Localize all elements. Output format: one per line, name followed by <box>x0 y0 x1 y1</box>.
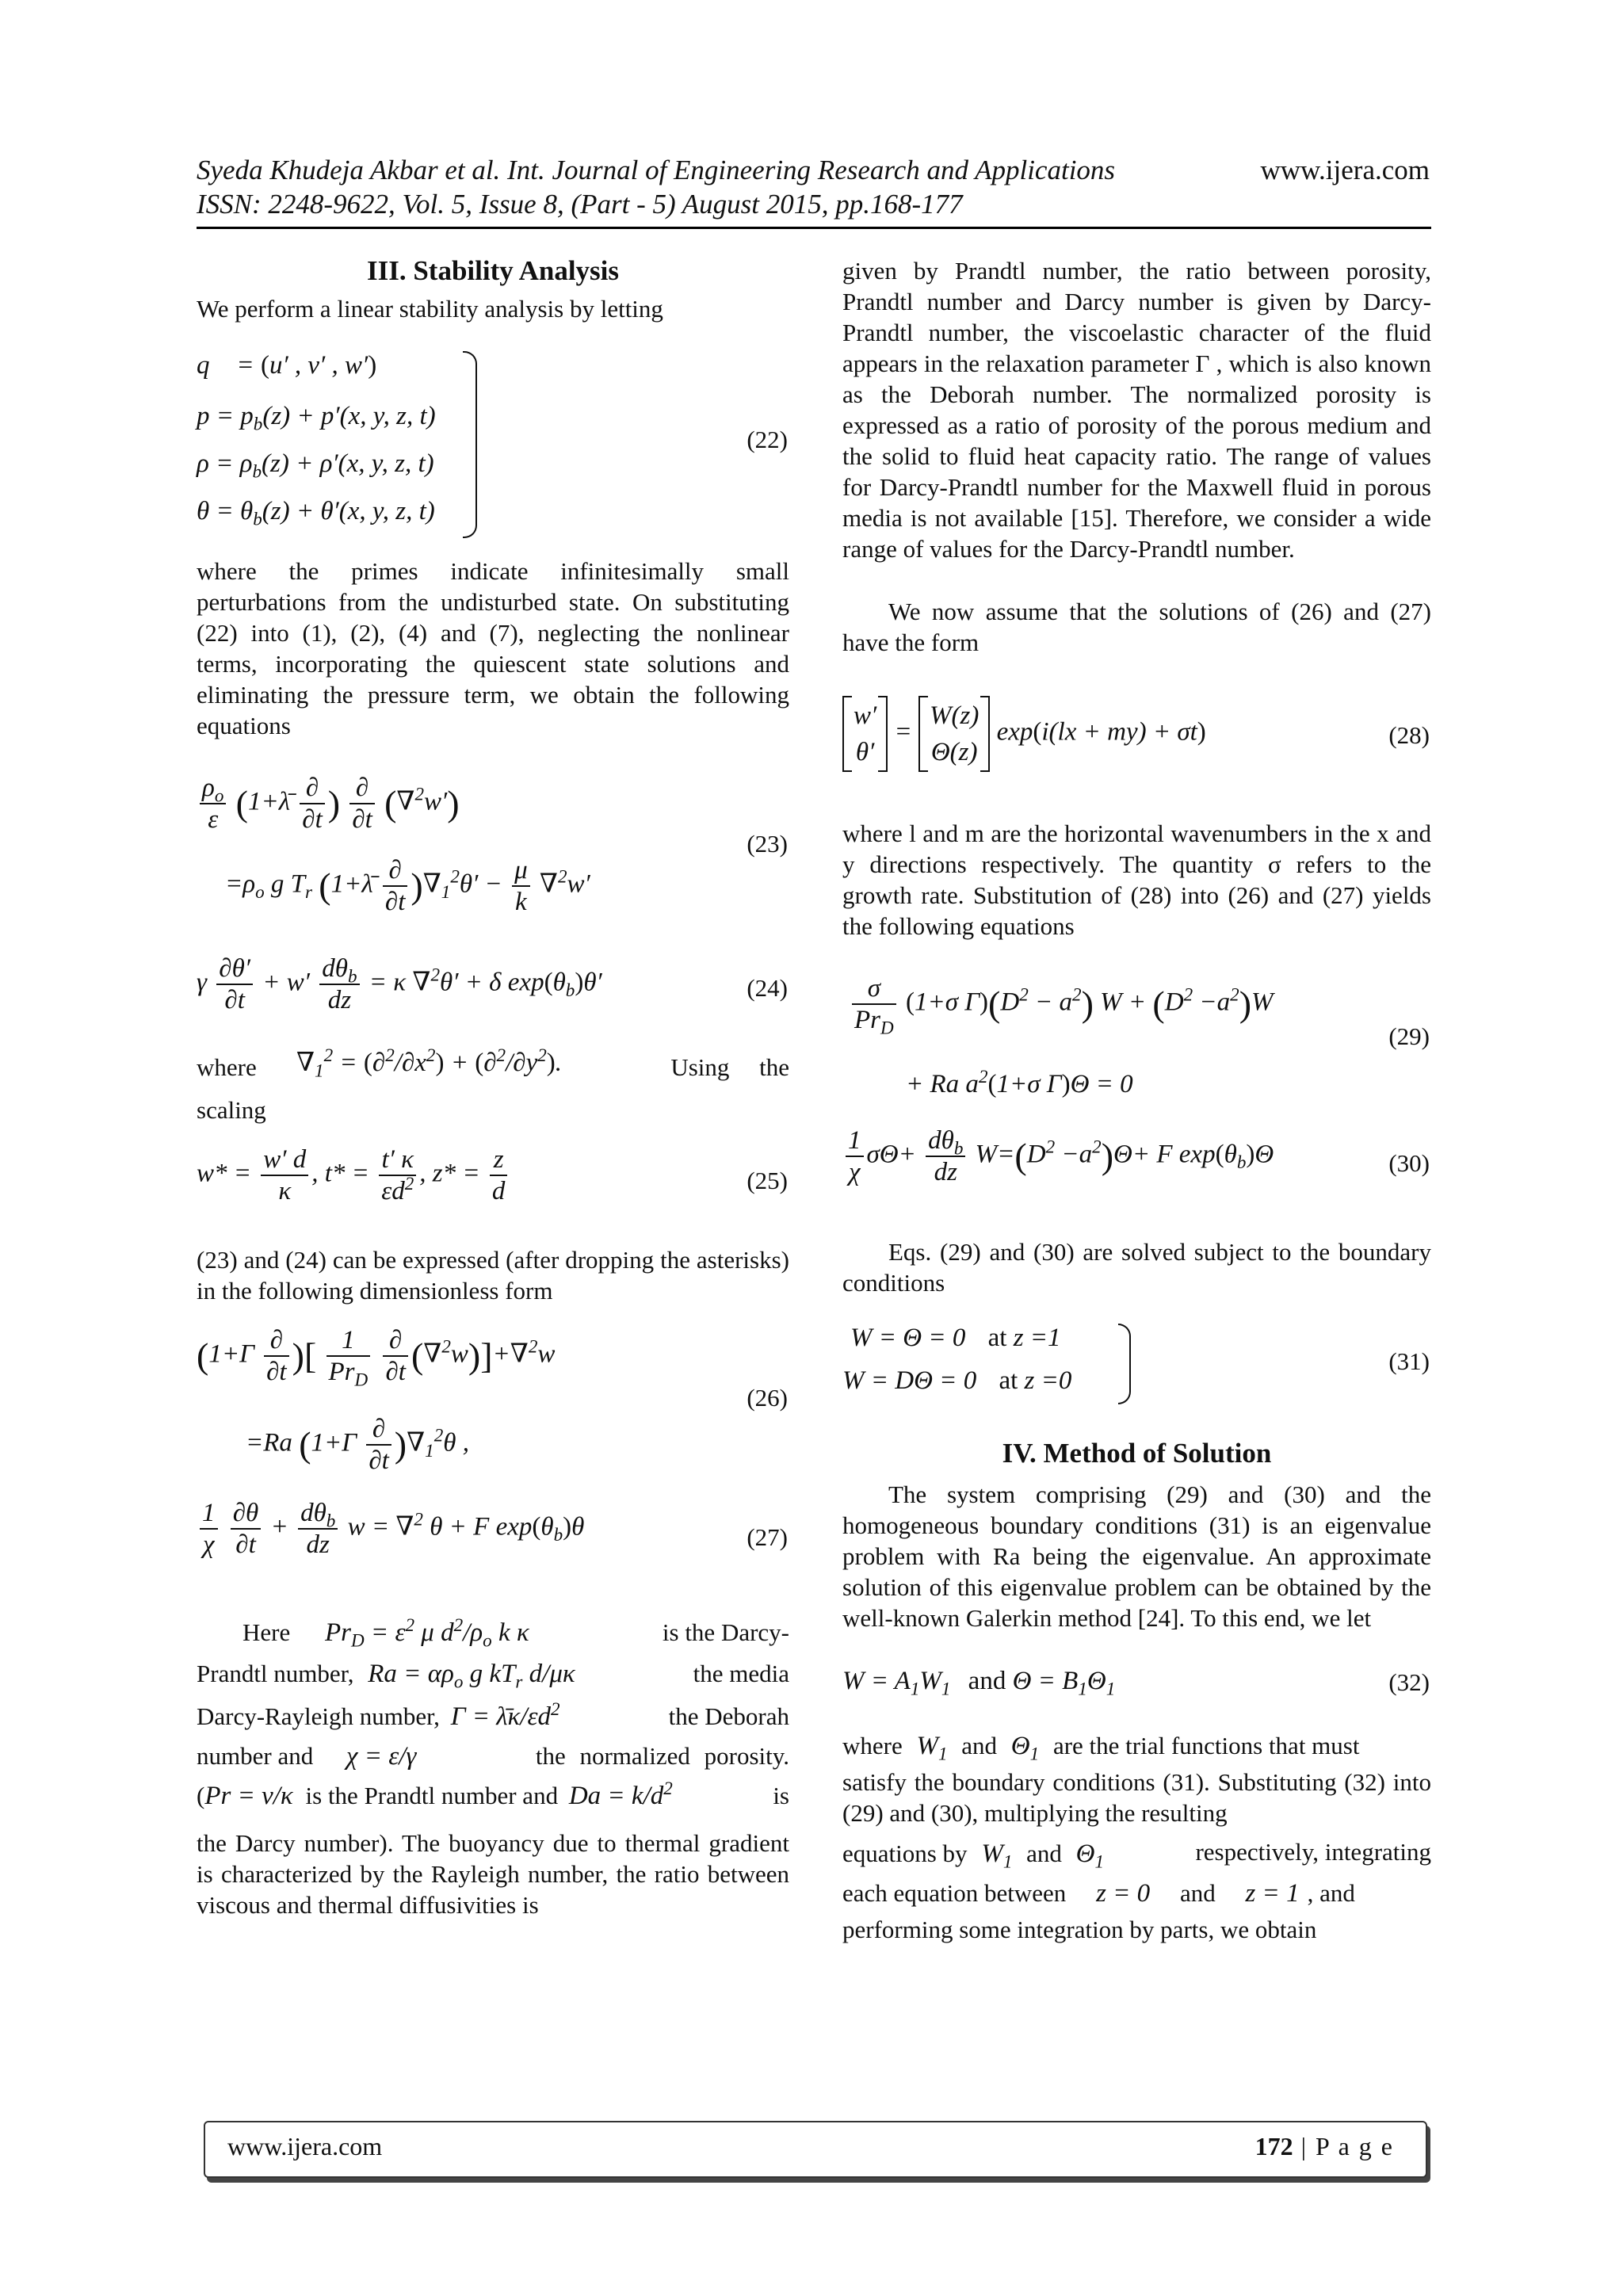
text: is the Prandtl number and <box>305 1782 559 1809</box>
text: the media <box>693 1660 789 1687</box>
equation-brace <box>463 351 477 538</box>
buoyancy-paragraph: the Darcy number). The buoyancy due to thermal gradient is characterized by the Rayleigh number, the ratio between viscous and thermal diffusivities is <box>197 1829 789 1919</box>
equation-brace <box>1118 1324 1131 1404</box>
text: where <box>842 1732 903 1759</box>
equation-number: (25) <box>747 1167 788 1194</box>
boundary-paragraph: Eqs. (29) and (30) are solved subject to the boundary conditions <box>842 1238 1431 1297</box>
definitions-paragraph: Here $Pr_D = \varepsilon^2$ μ $d^2/\rho_o$ k κ is the Darcy- Prandtl number, $Ra = \alpha\rho_o$ g $kT_r$ d/μκ the media Darcy-Rayleigh number, $\Gamma = \lambdā\kappa/\varepsilon d^2$ the Deborah number and χ = ε/γ the normalized porosity. (Pr = ν/κ is the Prandtl number and $Da = k/d^2$ is <box>197 1614 789 1810</box>
equation-number: (28) <box>1388 721 1430 749</box>
text: ( <box>197 1782 205 1809</box>
equation-29: $\frac{\sigma}{Pr_D}$ (1+σ $\Gamma)(D^2 - a^2)$ $W + (D^2 -a^2)W$ + Ra $a^2(1+\sigma$ Γ)Θ = 0 (29) <box>842 973 1431 1121</box>
trial-function-paragraph: where $W_1$ and $\Theta_1$ are the trial functions that must satisfy the boundary conditions (31). Substituting (32) into (29) and (30), multiplying the resulting equations by $W_1$ and $\Theta_1$ respectively, integrating each equation between z = 0 and z = 1 , and performing some integration by parts, we obtain <box>842 1732 1431 1943</box>
equation-number: (23) <box>747 830 788 858</box>
text: equations by <box>842 1839 968 1867</box>
equation-number: (27) <box>747 1523 788 1551</box>
page-number-value: 172 <box>1254 2132 1293 2160</box>
text: the normalized porosity. <box>535 1742 789 1770</box>
equation-number: (24) <box>747 974 788 1002</box>
equation-31: W = Θ = 0 at z =1 W = DΘ = 0 at z =0 (31) <box>842 1319 1431 1409</box>
scaling-text: scaling <box>197 1096 266 1124</box>
text: satisfy the boundary conditions (31). Substituting (32) into (29) and (30), multiplying the resulting <box>842 1768 1431 1827</box>
continuation-paragraph: given by Prandtl number, the ratio between porosity, Prandtl number and Darcy number is given by Darcy-Prandtl number, the viscoelastic character of the fluid appears in the relaxation parameter Γ , which is also known as the Deborah number. The normalized porosity is expressed as a ratio of porosity of the porous medium and the solid to fluid heat capacity ratio. The range of values for Darcy-Prandtl number for the Maxwell fluid in porous media is not available [15]. Therefore, we consider a wide range of values for the Darcy-Prandtl number. <box>842 257 1431 563</box>
equation-26: (1+Γ $\frac{\partial}{\partial t}$ )[ $\frac{1}{Pr_D}$ $\frac{\partial}{\partial t}$ (∇$^2$w)]+∇$^2$w =Ra (1+Γ $\frac{\partial}{\partial t}$ )$\nabla_1^2\theta$ , (26) <box>197 1326 788 1475</box>
assume-paragraph: We now assume that the solutions of (26) and (27) have the form <box>842 598 1431 656</box>
intro-text: We perform a linear stability analysis by letting <box>197 295 663 323</box>
header-website[interactable]: www.ijera.com <box>1260 155 1430 185</box>
text: respectively, integrating <box>1195 1838 1431 1866</box>
equation-number: (32) <box>1388 1668 1430 1696</box>
equation-22: q⃗ = (u′ , v′ , w′) $p = p_b(z) + p'(x$, y, z, t) $\rho = \rho_b(z) + \rho'(x$, y, z, t) $\theta = \theta_b(z) + \theta'(x$, y, z, t) (22) <box>197 342 789 556</box>
dimensionless-paragraph: (23) and (24) can be expressed (after dropping the asterisks) in the following dimensionless form <box>197 1246 789 1305</box>
equation-25: w* = $\frac{w' d}{\kappa}$ , t* = $\frac{t' \kappa}{\varepsilon d^2}$ , z* = $\frac{z}{d}$ (25) <box>197 1145 788 1205</box>
wavenumber-paragraph: where l and m are the horizontal wavenumbers in the x and y directions respectively. The quantity σ refers to the growth rate. Substitution of (28) into (26) and (27) yields the following equations <box>842 819 1431 940</box>
text: and <box>1026 1839 1062 1867</box>
text: and <box>1179 1879 1216 1907</box>
text: Darcy-Rayleigh number, <box>197 1702 440 1730</box>
equation-number: (29) <box>1388 1022 1430 1050</box>
footer-website-link[interactable]: www.ijera.com <box>227 2132 383 2160</box>
equation-24: γ $\frac{\partial\theta'}{\partial t}$ + w′ $\frac{d\theta_b}{dz}$ = κ ∇$^2$θ′ + δ $\exp(\theta_b)\theta'$ (24) <box>197 954 788 1014</box>
text: is <box>773 1782 789 1809</box>
equation-number: (30) <box>1388 1149 1430 1177</box>
page-label: | P a g e <box>1293 2132 1394 2160</box>
equation-number: (22) <box>747 426 788 453</box>
page-number <box>1255 2132 1394 2161</box>
header-rule <box>197 227 1431 229</box>
equation-number: (26) <box>747 1384 788 1412</box>
text: and <box>961 1732 998 1759</box>
header-citation: Syeda Khudeja Akbar et al. Int. Journal of Engineering Research and Applications <box>197 155 1116 185</box>
running-header <box>197 153 1430 188</box>
equation-32: $W = A_1W_1$ and $\Theta = B_1\Theta_1$ (32) <box>842 1667 1430 1699</box>
equation-number: (31) <box>1388 1347 1430 1375</box>
page-footer <box>204 2121 1427 2178</box>
header-issn: ISSN: 2248-9622, Vol. 5, Issue 8, (Part - 5) August 2015, pp.168-177 <box>197 189 963 220</box>
text: performing some integration by parts, we obtain <box>842 1916 1317 1943</box>
equation-27: $\frac{1}{\chi}$ $\frac{\partial\theta}{\partial t}$ + $\frac{d\theta_b}{dz}$ w = ∇$^2$ θ + F $\exp(\theta_b)\theta$ (27) <box>197 1498 789 1584</box>
using-text: Using the <box>670 1053 789 1081</box>
text: each equation between <box>842 1879 1067 1907</box>
here-text: Here <box>242 1618 291 1646</box>
left-column <box>197 252 789 1920</box>
method-paragraph: The system comprising (29) and (30) and the homogeneous boundary conditions (31) is an eigenvalue problem with Ra being the eigenvalue. An approximate solution of this eigenvalue problem can be obtained by the well-known Galerkin method [24]. To this end, we let <box>842 1480 1431 1632</box>
where-text: where <box>197 1053 257 1081</box>
text: is the Darcy- <box>662 1618 789 1646</box>
equation-30: $\frac{1}{\chi}$ σΘ+ $\frac{d\theta_b}{dz}$ $W=(D^2 -a^2)\Theta+ F$ $\exp(\theta_b)\Theta$ (30) <box>842 1125 1431 1213</box>
section-heading-method: IV. Method of Solution <box>1002 1438 1272 1469</box>
text: number and <box>197 1742 314 1770</box>
section-heading-stability: III. Stability Analysis <box>366 255 620 286</box>
text: are the trial functions that must <box>1052 1732 1360 1759</box>
text: the Deborah <box>668 1702 789 1730</box>
text: , and <box>1307 1879 1355 1907</box>
perturbation-paragraph: where the primes indicate infinitesimally small perturbations from the undisturbed state. On substituting (22) into (1), (2), (4) and (7), neglecting the nonlinear terms, incorporating the quiescent state solutions and eliminating the pressure term, we obtain the following equations <box>197 557 789 739</box>
equation-23: $\frac{\rho_o}{\varepsilon}$ (1+λ̄ $\frac{\partial}{\partial t}$ ) $\frac{\partial}{\partial t}$ (∇$^2$w′) $=\rho_o$ g $T_r$ (1+λ̄ $\frac{\partial}{\partial t}$ )$\nabla_1^2\theta'$ − $\frac{\mu}{k}$ ∇$^2$w′ (23) <box>197 773 789 928</box>
equation-28: w′ θ′ = W(z) Θ(z) exp(i(lx + my) + σt) (28) <box>842 691 1431 786</box>
right-column <box>842 255 1431 1966</box>
text: Prandtl number, <box>197 1660 354 1687</box>
where-nabla-line: where $\nabla_1^2 = (\partial^2/\partial x^2) + (\partial^2/\partial y^2)$. Using the <box>197 1045 789 1081</box>
